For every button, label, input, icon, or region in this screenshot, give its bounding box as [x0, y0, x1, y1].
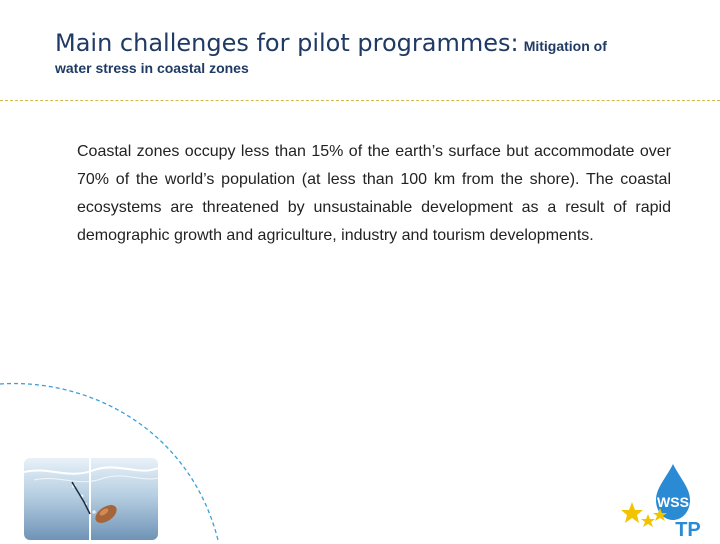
- star-icon: [641, 514, 655, 527]
- slide-title: [55, 30, 705, 76]
- title-subtitle-line2: water stress in coastal zones: [55, 59, 249, 76]
- title-divider: [0, 100, 720, 101]
- logo-text-bottom: TP: [675, 519, 701, 540]
- star-icon: [621, 502, 643, 523]
- logo-text-top: WSS: [657, 494, 689, 510]
- title-main: Main challenges for pilot programmes:: [55, 29, 519, 57]
- title-subtitle: Mitigation of: [523, 38, 607, 54]
- water-splash-photo: [24, 458, 158, 540]
- wsstp-logo: [618, 458, 718, 540]
- body-paragraph: Coastal zones occupy less than 15% of the earth’s surface but accommodate over 70% of the world’s population (at less than 100 km from the shore). The coastal ecosystems are threatened by unsustainable development as a result of rapid demographic growth and agriculture, industry and tourism developments.: [77, 143, 671, 244]
